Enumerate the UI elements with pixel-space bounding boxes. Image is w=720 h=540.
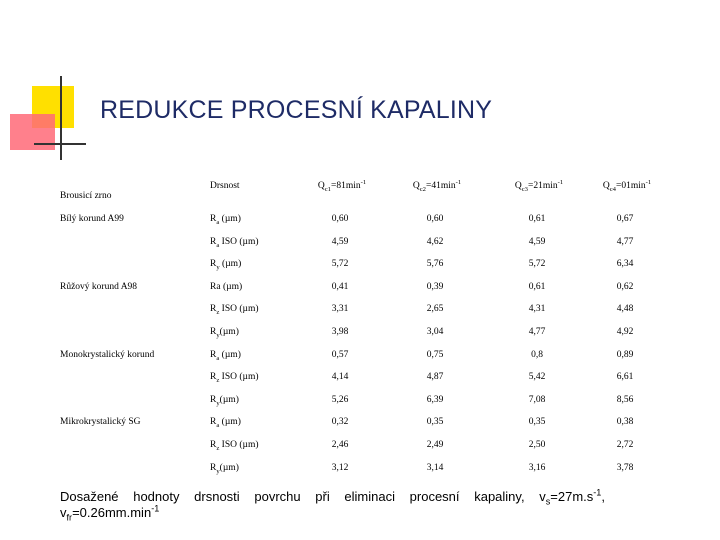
value-cell: 0,89 <box>616 350 634 360</box>
value-cell: 0,57 <box>331 350 349 360</box>
roughness-parameter: $R_y(\mu m)$ <box>210 395 239 407</box>
value-cell: 7,08 <box>528 395 546 405</box>
value-cell: 0,38 <box>616 417 634 427</box>
decor-horizontal-line <box>34 143 86 145</box>
value-cell: 2,72 <box>616 440 634 450</box>
value-cell: 3,31 <box>331 304 349 314</box>
roughness-parameter: $R_z$ ISO (µm) <box>210 304 259 316</box>
value-cell: 0,60 <box>426 214 444 224</box>
value-cell: 3,14 <box>426 463 444 473</box>
value-cell: 3,12 <box>331 463 349 473</box>
material-label: Bílý korund A99 <box>60 214 124 224</box>
value-cell: 5,26 <box>331 395 349 405</box>
value-cell: 3,78 <box>616 463 634 473</box>
value-cell: 4,59 <box>331 237 349 247</box>
column-header: $Q_{c1}=81\min^{-1}$ <box>317 178 367 193</box>
value-cell: 4,14 <box>331 372 349 382</box>
value-cell: 4,92 <box>616 327 634 337</box>
roughness-parameter: Ra (µm) <box>210 282 243 292</box>
value-cell: 0,39 <box>426 282 444 292</box>
value-cell: 0,41 <box>331 282 349 292</box>
value-cell: 4,87 <box>426 372 444 382</box>
value-cell: 5,42 <box>528 372 546 382</box>
material-label: Růžový korund A98 <box>60 281 138 292</box>
value-cell: 4,62 <box>426 237 444 247</box>
value-cell: 5,72 <box>331 259 349 269</box>
header-material: Brousicí zrno <box>60 191 112 201</box>
column-header: $Q_{c2}=41\min^{-1}$ <box>412 178 462 193</box>
value-cell: 3,04 <box>426 327 444 337</box>
value-cell: 4,59 <box>528 237 546 247</box>
value-cell: 0,62 <box>616 282 634 292</box>
value-cell: 6,34 <box>616 259 634 269</box>
roughness-parameter: $R_y(\mu m)$ <box>210 327 239 339</box>
value-cell: 0,32 <box>331 417 349 427</box>
value-cell: 0,75 <box>426 350 444 360</box>
roughness-parameter: $R_y$ (µm) <box>210 259 242 271</box>
slide-title: REDUKCE PROCESNÍ KAPALINY <box>100 96 493 124</box>
value-cell: 5,72 <box>528 259 546 269</box>
value-cell: 0,35 <box>426 417 444 427</box>
value-cell: 0,61 <box>528 214 546 224</box>
value-cell: 6,39 <box>426 395 444 405</box>
value-cell: 4,77 <box>528 327 546 337</box>
value-cell: 8,56 <box>616 395 634 405</box>
value-cell: 0,8 <box>531 350 543 360</box>
header-roughness: Drsnost <box>210 181 240 191</box>
column-header: $Q_{c4}=01\min^{-1}$ <box>602 178 652 193</box>
column-header: $Q_{c3}=21\min^{-1}$ <box>514 178 564 193</box>
value-cell: 6,61 <box>616 372 634 382</box>
value-cell: 3,98 <box>331 327 349 337</box>
caption-line-1: Dosažené hodnoty drsnosti povrchu při eliminaci procesní kapaliny, $v_s=27m.s^{-1}$, <box>60 487 605 507</box>
roughness-parameter: $R_a$ (µm) <box>210 214 241 226</box>
value-cell: 4,48 <box>616 304 634 314</box>
value-cell: 0,60 <box>331 214 349 224</box>
roughness-parameter: $R_a$ (µm) <box>210 417 241 429</box>
value-cell: 2,50 <box>528 440 546 450</box>
value-cell: 5,76 <box>426 259 444 269</box>
roughness-parameter: $R_a$ ISO (µm) <box>210 237 259 249</box>
value-cell: 2,65 <box>426 304 444 314</box>
material-label: Mikrokrystalický SG <box>60 417 141 428</box>
roughness-parameter: $R_z$ ISO (µm) <box>210 440 259 452</box>
roughness-parameter: $R_a$ (µm) <box>210 350 241 362</box>
decor-vertical-line <box>60 76 62 160</box>
material-label: Monokrystalický korund <box>60 349 155 360</box>
caption-line-2: $v_{fr}=0.26mm.\min^{-1}$ <box>60 503 160 523</box>
value-cell: 4,31 <box>528 304 546 314</box>
value-cell: 0,67 <box>616 214 634 224</box>
value-cell: 3,16 <box>528 463 546 473</box>
roughness-parameter: $R_z$ ISO (µm) <box>210 372 259 384</box>
value-cell: 2,46 <box>331 440 349 450</box>
value-cell: 4,77 <box>616 237 634 247</box>
value-cell: 2,49 <box>426 440 444 450</box>
value-cell: 0,35 <box>528 417 546 427</box>
roughness-parameter: $R_y(\mu m)$ <box>210 463 239 475</box>
value-cell: 0,61 <box>528 282 546 292</box>
